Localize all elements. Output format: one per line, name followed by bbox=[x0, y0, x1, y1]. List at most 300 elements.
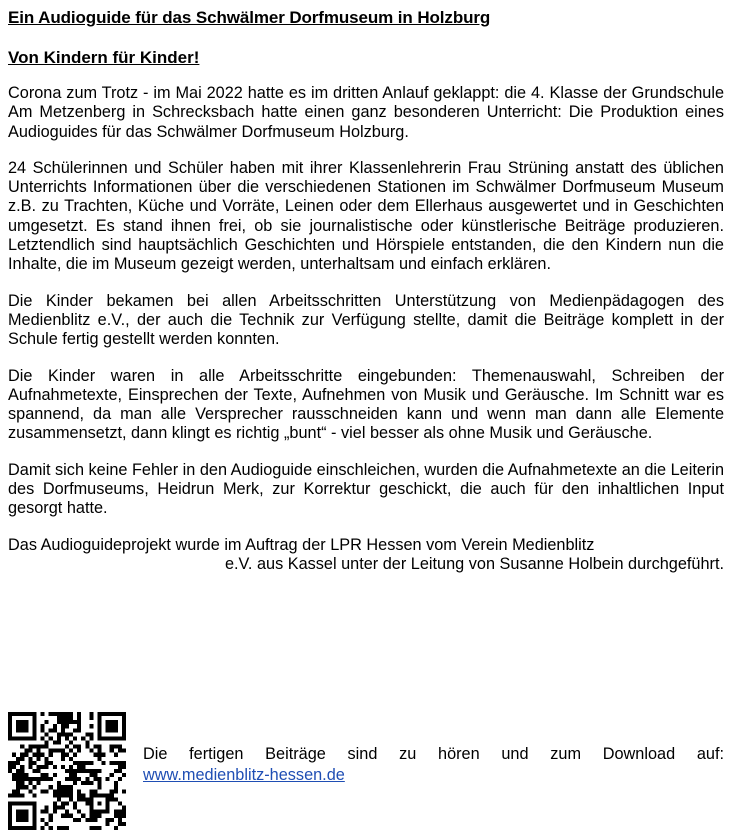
qr-module bbox=[49, 826, 53, 830]
qr-module bbox=[12, 777, 16, 781]
qr-module bbox=[24, 810, 28, 814]
qr-module bbox=[20, 814, 24, 818]
qr-module bbox=[98, 728, 102, 732]
qr-module bbox=[65, 826, 69, 830]
qr-module bbox=[69, 769, 73, 773]
qr-module bbox=[16, 789, 20, 793]
qr-module bbox=[77, 749, 81, 753]
qr-module bbox=[16, 769, 20, 773]
qr-module bbox=[118, 769, 122, 773]
qr-module bbox=[73, 728, 77, 732]
qr-module bbox=[28, 749, 32, 753]
qr-module bbox=[73, 753, 77, 757]
qr-module bbox=[102, 736, 106, 740]
qr-module bbox=[28, 802, 32, 806]
qr-module bbox=[32, 761, 36, 765]
qr-module bbox=[102, 793, 106, 797]
qr-module bbox=[32, 716, 36, 720]
qr-module bbox=[57, 781, 61, 785]
qr-module bbox=[8, 793, 12, 797]
qr-module bbox=[65, 802, 69, 806]
qr-module bbox=[16, 826, 20, 830]
qr-module bbox=[73, 777, 77, 781]
qr-module bbox=[122, 806, 126, 810]
qr-module bbox=[61, 806, 65, 810]
qr-module bbox=[36, 769, 40, 773]
qr-module bbox=[81, 781, 85, 785]
qr-module bbox=[57, 720, 61, 724]
qr-module bbox=[28, 789, 32, 793]
qr-module bbox=[102, 753, 106, 757]
qr-module bbox=[114, 781, 118, 785]
qr-module bbox=[89, 826, 93, 830]
qr-module bbox=[53, 773, 57, 777]
qr-module bbox=[77, 765, 81, 769]
qr-module bbox=[8, 761, 12, 765]
qr-module bbox=[98, 814, 102, 818]
qr-module bbox=[8, 769, 12, 773]
qr-module bbox=[106, 810, 110, 814]
qr-module bbox=[122, 720, 126, 724]
qr-module bbox=[89, 761, 93, 765]
qr-module bbox=[12, 753, 16, 757]
paragraph-3: Die Kinder bekamen bei allen Arbeitsschritten Unterstützung von Medienpädagogen des Medienblitz e.V., der auch die Technik zur Verfügung stellte, damit die Beiträge komplett in der Schule fertig gestellt werden konnten. bbox=[8, 291, 724, 349]
qr-module bbox=[118, 802, 122, 806]
qr-module bbox=[114, 789, 118, 793]
qr-module bbox=[114, 797, 118, 801]
qr-module bbox=[98, 753, 102, 757]
qr-module bbox=[118, 814, 122, 818]
qr-module bbox=[77, 818, 81, 822]
qr-module bbox=[45, 732, 49, 736]
qr-module bbox=[8, 736, 12, 740]
qr-module bbox=[122, 728, 126, 732]
qr-module bbox=[8, 728, 12, 732]
qr-module bbox=[110, 745, 114, 749]
qr-module bbox=[32, 745, 36, 749]
qr-module bbox=[16, 720, 20, 724]
qr-module bbox=[77, 745, 81, 749]
qr-module bbox=[8, 712, 12, 716]
paragraph-5: Damit sich keine Fehler in den Audioguide einschleichen, wurden die Aufnahmetexte an die Leiterin des Dorfmuseums, Heidrun Merk, zur Korrektur geschickt, die auch für den inhaltlichen Input gesorgt hatte. bbox=[8, 460, 724, 518]
qr-module bbox=[69, 712, 73, 716]
footer-text: Die fertigen Beiträge sind zu hören und zum Download auf: bbox=[143, 745, 724, 763]
qr-module bbox=[20, 810, 24, 814]
qr-module bbox=[20, 781, 24, 785]
qr-module bbox=[32, 806, 36, 810]
qr-module bbox=[89, 781, 93, 785]
qr-module bbox=[106, 736, 110, 740]
qr-module bbox=[69, 793, 73, 797]
qr-module bbox=[49, 736, 53, 740]
qr-module bbox=[114, 712, 118, 716]
qr-module bbox=[118, 749, 122, 753]
qr-module bbox=[16, 814, 20, 818]
qr-module bbox=[24, 720, 28, 724]
qr-module bbox=[20, 765, 24, 769]
qr-module bbox=[57, 732, 61, 736]
qr-module bbox=[8, 802, 12, 806]
qr-module bbox=[45, 757, 49, 761]
qr-module bbox=[12, 761, 16, 765]
qr-module bbox=[89, 810, 93, 814]
qr-module bbox=[45, 720, 49, 724]
qr-module bbox=[16, 781, 20, 785]
qr-module bbox=[85, 745, 89, 749]
qr-module bbox=[28, 712, 32, 716]
qr-module bbox=[69, 765, 73, 769]
qr-module bbox=[118, 777, 122, 781]
qr-module bbox=[89, 749, 93, 753]
footer-text-block bbox=[143, 744, 724, 786]
qr-module bbox=[16, 724, 20, 728]
qr-module bbox=[122, 736, 126, 740]
qr-module bbox=[85, 818, 89, 822]
qr-module bbox=[32, 724, 36, 728]
qr-module bbox=[77, 724, 81, 728]
qr-module bbox=[20, 818, 24, 822]
qr-module bbox=[24, 753, 28, 757]
qr-module bbox=[28, 777, 32, 781]
qr-module bbox=[118, 810, 122, 814]
qr-module bbox=[32, 720, 36, 724]
paragraph-2: 24 Schülerinnen und Schüler haben mit ihrer Klassenlehrerin Frau Strüning anstatt des üblichen Unterrichts Informationen über die verschiedenen Stationen im Schwälmer Dorfmuseum Museum z.B. zu Trachten, Küche und Vorräte, Leinen oder dem Ellerhaus ausgewertet und in Geschichten umgesetzt. Es stand ihnen frei, ob sie journalistische oder künstlerische Beiträge produzieren. Letztendlich sind hauptsächlich Geschichten und Hörspiele entstanden, die den Kindern nun die Inhalte, die im Museum gezeigt werden, unterhaltsam und einfach erklären. bbox=[8, 158, 724, 274]
qr-module bbox=[20, 777, 24, 781]
website-link[interactable]: www.medienblitz-hessen.de bbox=[143, 766, 345, 784]
qr-module bbox=[114, 785, 118, 789]
qr-module bbox=[118, 761, 122, 765]
qr-module bbox=[24, 736, 28, 740]
qr-module bbox=[53, 749, 57, 753]
qr-module bbox=[98, 724, 102, 728]
qr-module bbox=[106, 720, 110, 724]
qr-module bbox=[85, 732, 89, 736]
qr-module bbox=[61, 724, 65, 728]
qr-module bbox=[45, 765, 49, 769]
qr-module bbox=[102, 712, 106, 716]
qr-module bbox=[102, 761, 106, 765]
qr-module bbox=[61, 732, 65, 736]
qr-module bbox=[16, 793, 20, 797]
qr-module bbox=[69, 785, 73, 789]
qr-module bbox=[8, 720, 12, 724]
qr-module bbox=[41, 818, 45, 822]
qr-module bbox=[8, 724, 12, 728]
qr-module bbox=[114, 769, 118, 773]
qr-module bbox=[81, 814, 85, 818]
qr-module bbox=[118, 765, 122, 769]
qr-module bbox=[41, 777, 45, 781]
qr-module bbox=[65, 789, 69, 793]
qr-module bbox=[32, 728, 36, 732]
qr-module bbox=[61, 749, 65, 753]
qr-module bbox=[53, 810, 57, 814]
qr-module bbox=[32, 793, 36, 797]
qr-module bbox=[49, 818, 53, 822]
qr-module bbox=[93, 777, 97, 781]
qr-module bbox=[12, 789, 16, 793]
qr-module bbox=[77, 777, 81, 781]
qr-module bbox=[122, 765, 126, 769]
qr-module bbox=[110, 712, 114, 716]
qr-module bbox=[81, 736, 85, 740]
qr-module bbox=[45, 789, 49, 793]
qr-module bbox=[89, 716, 93, 720]
qr-module bbox=[77, 716, 81, 720]
qr-module bbox=[36, 757, 40, 761]
paragraph-1: Corona zum Trotz - im Mai 2022 hatte es im dritten Anlauf geklappt: die 4. Klasse der Grundschule Am Metzenberg in Schrecksbach hatte einen ganz besonderen Unterricht: Die Produktion eines Audioguides für das Schwälmer Dorfmuseum Holzburg. bbox=[8, 84, 724, 141]
qr-module bbox=[8, 716, 12, 720]
qr-module bbox=[106, 797, 110, 801]
qr-module bbox=[45, 806, 49, 810]
qr-module bbox=[20, 753, 24, 757]
qr-module bbox=[122, 761, 126, 765]
qr-module bbox=[110, 749, 114, 753]
qr-module bbox=[81, 769, 85, 773]
qr-module bbox=[98, 745, 102, 749]
qr-module bbox=[12, 826, 16, 830]
qr-module bbox=[57, 736, 61, 740]
qr-module bbox=[89, 793, 93, 797]
qr-module bbox=[45, 745, 49, 749]
qr-module bbox=[12, 773, 16, 777]
qr-module bbox=[89, 818, 93, 822]
qr-module bbox=[28, 736, 32, 740]
qr-module bbox=[32, 732, 36, 736]
qr-module bbox=[49, 728, 53, 732]
qr-module bbox=[73, 773, 77, 777]
qr-module bbox=[24, 749, 28, 753]
qr-module bbox=[36, 753, 40, 757]
qr-module bbox=[8, 765, 12, 769]
qr-module bbox=[20, 745, 24, 749]
qr-module bbox=[32, 769, 36, 773]
qr-module bbox=[69, 814, 73, 818]
qr-module bbox=[114, 728, 118, 732]
qr-module bbox=[65, 736, 69, 740]
qr-module bbox=[12, 712, 16, 716]
qr-module bbox=[32, 814, 36, 818]
qr-module bbox=[32, 785, 36, 789]
qr-module bbox=[53, 740, 57, 744]
qr-module bbox=[45, 810, 49, 814]
qr-module bbox=[89, 789, 93, 793]
qr-module bbox=[118, 822, 122, 826]
qr-module bbox=[8, 814, 12, 818]
qr-module bbox=[41, 712, 45, 716]
qr-module bbox=[114, 724, 118, 728]
qr-module bbox=[89, 797, 93, 801]
qr-module bbox=[122, 732, 126, 736]
qr-module bbox=[41, 826, 45, 830]
qr-module bbox=[85, 777, 89, 781]
qr-module bbox=[41, 745, 45, 749]
qr-module bbox=[118, 736, 122, 740]
qr-module bbox=[65, 769, 69, 773]
qr-module bbox=[122, 810, 126, 814]
qr-module bbox=[8, 826, 12, 830]
qr-module bbox=[65, 724, 69, 728]
qr-module bbox=[65, 720, 69, 724]
qr-module bbox=[93, 818, 97, 822]
qr-module bbox=[98, 732, 102, 736]
qr-module bbox=[61, 793, 65, 797]
qr-module bbox=[114, 720, 118, 724]
qr-module bbox=[61, 802, 65, 806]
qr-module bbox=[12, 736, 16, 740]
qr-module bbox=[77, 793, 81, 797]
qr-module bbox=[122, 822, 126, 826]
qr-module bbox=[114, 736, 118, 740]
qr-module bbox=[65, 716, 69, 720]
qr-module bbox=[77, 789, 81, 793]
qr-module bbox=[28, 781, 32, 785]
qr-module bbox=[65, 777, 69, 781]
qr-module bbox=[32, 802, 36, 806]
qr-module bbox=[110, 761, 114, 765]
qr-module bbox=[20, 802, 24, 806]
footer bbox=[8, 712, 724, 830]
qr-module bbox=[12, 765, 16, 769]
qr-module bbox=[57, 826, 61, 830]
qr-module bbox=[20, 793, 24, 797]
qr-module bbox=[73, 818, 77, 822]
qr-module bbox=[12, 793, 16, 797]
qr-module bbox=[24, 724, 28, 728]
qr-module bbox=[61, 765, 65, 769]
qr-module bbox=[53, 802, 57, 806]
qr-module bbox=[110, 793, 114, 797]
qr-module bbox=[98, 712, 102, 716]
qr-module bbox=[57, 716, 61, 720]
qr-module bbox=[41, 789, 45, 793]
qr-module bbox=[118, 712, 122, 716]
qr-module bbox=[81, 797, 85, 801]
qr-module bbox=[93, 810, 97, 814]
qr-module bbox=[57, 797, 61, 801]
qr-module bbox=[85, 797, 89, 801]
document bbox=[8, 0, 724, 574]
qr-module bbox=[114, 826, 118, 830]
qr-module bbox=[65, 785, 69, 789]
qr-module bbox=[8, 732, 12, 736]
qr-module bbox=[106, 712, 110, 716]
qr-module bbox=[57, 712, 61, 716]
qr-module bbox=[28, 757, 32, 761]
qr-module bbox=[93, 769, 97, 773]
qr-module bbox=[24, 802, 28, 806]
qr-module bbox=[32, 818, 36, 822]
qr-module bbox=[61, 814, 65, 818]
qr-module bbox=[106, 822, 110, 826]
qr-module bbox=[93, 793, 97, 797]
qr-module bbox=[77, 810, 81, 814]
qr-module bbox=[69, 773, 73, 777]
qr-module bbox=[20, 720, 24, 724]
qr-module bbox=[61, 757, 65, 761]
qr-module bbox=[20, 736, 24, 740]
qr-module bbox=[89, 724, 93, 728]
qr-module bbox=[36, 749, 40, 753]
qr-module bbox=[73, 769, 77, 773]
qr-module bbox=[53, 789, 57, 793]
qr-module bbox=[93, 826, 97, 830]
qr-module bbox=[89, 769, 93, 773]
qr-module bbox=[98, 720, 102, 724]
qr-module bbox=[93, 753, 97, 757]
qr-module bbox=[20, 757, 24, 761]
qr-module bbox=[49, 753, 53, 757]
qr-module bbox=[98, 826, 102, 830]
qr-module bbox=[106, 777, 110, 781]
qr-module bbox=[41, 765, 45, 769]
qr-module bbox=[45, 777, 49, 781]
qr-module bbox=[49, 761, 53, 765]
qr-module bbox=[85, 781, 89, 785]
qr-module bbox=[114, 814, 118, 818]
qr-module bbox=[93, 745, 97, 749]
qr-module bbox=[85, 769, 89, 773]
qr-module bbox=[32, 822, 36, 826]
qr-module bbox=[73, 720, 77, 724]
qr-module bbox=[32, 810, 36, 814]
qr-module bbox=[93, 789, 97, 793]
qr-module bbox=[122, 789, 126, 793]
qr-module bbox=[61, 826, 65, 830]
qr-module bbox=[106, 728, 110, 732]
qr-module bbox=[122, 716, 126, 720]
qr-module bbox=[8, 806, 12, 810]
qr-module bbox=[118, 818, 122, 822]
qr-code-icon bbox=[8, 712, 126, 830]
qr-module bbox=[24, 728, 28, 732]
qr-module bbox=[61, 712, 65, 716]
qr-module bbox=[24, 785, 28, 789]
qr-module bbox=[81, 793, 85, 797]
qr-module bbox=[122, 712, 126, 716]
qr-module bbox=[89, 773, 93, 777]
qr-module bbox=[32, 712, 36, 716]
qr-module bbox=[89, 802, 93, 806]
qr-module bbox=[114, 745, 118, 749]
qr-module bbox=[45, 761, 49, 765]
closing-paragraph bbox=[8, 536, 724, 575]
qr-module bbox=[53, 793, 57, 797]
qr-module bbox=[77, 712, 81, 716]
qr-module bbox=[41, 753, 45, 757]
qr-module bbox=[98, 810, 102, 814]
qr-module bbox=[20, 826, 24, 830]
qr-module bbox=[98, 802, 102, 806]
qr-module bbox=[77, 769, 81, 773]
qr-module bbox=[32, 753, 36, 757]
qr-module bbox=[110, 789, 114, 793]
qr-module bbox=[24, 712, 28, 716]
qr-module bbox=[57, 785, 61, 789]
qr-module bbox=[122, 724, 126, 728]
qr-module bbox=[69, 720, 73, 724]
qr-module bbox=[98, 781, 102, 785]
qr-module bbox=[32, 826, 36, 830]
qr-module bbox=[98, 716, 102, 720]
qr-module bbox=[89, 732, 93, 736]
qr-module bbox=[16, 773, 20, 777]
qr-module bbox=[61, 785, 65, 789]
qr-module bbox=[85, 802, 89, 806]
qr-module bbox=[93, 773, 97, 777]
qr-module bbox=[81, 765, 85, 769]
qr-module bbox=[61, 789, 65, 793]
